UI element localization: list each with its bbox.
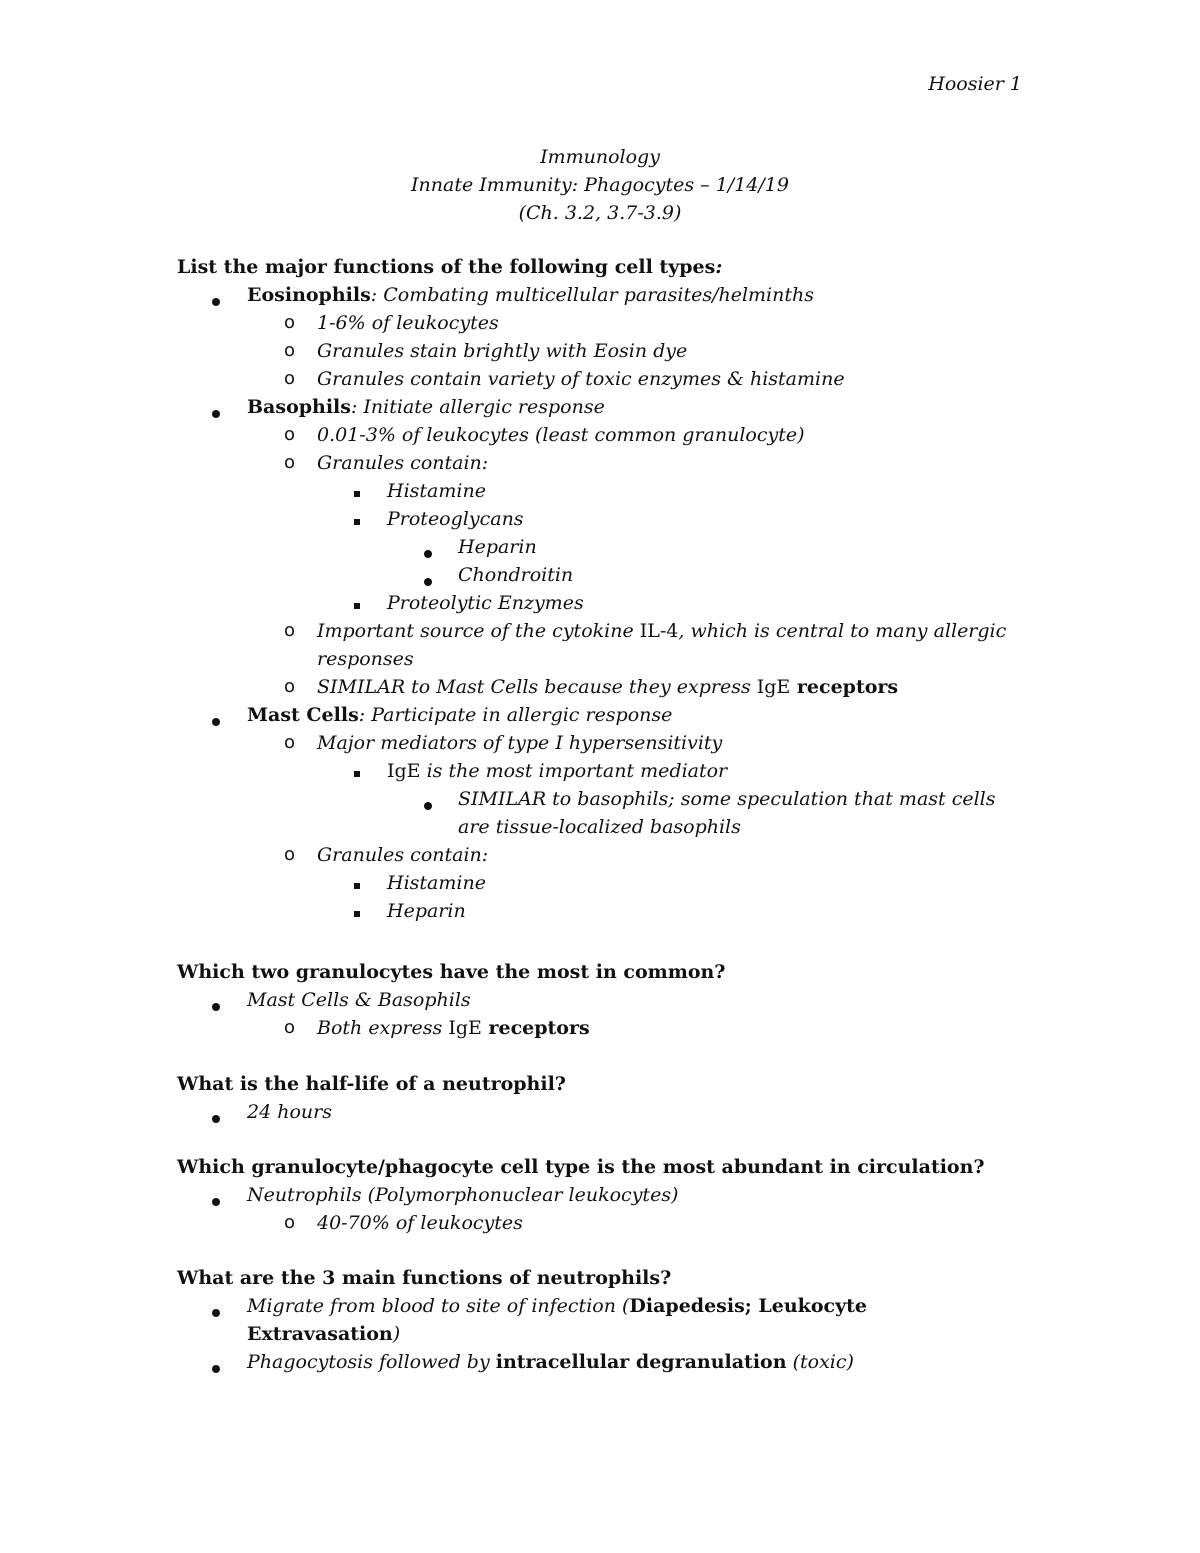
page-header-label: Hoosier 1: [928, 73, 1022, 95]
bullet-icon: [212, 1348, 220, 1376]
list-item: Heparin: [177, 533, 1077, 561]
list-item: Histamine: [177, 477, 1077, 505]
square-bullet-icon: [354, 869, 360, 897]
list-item: o Granules contain:: [177, 841, 1077, 869]
square-bullet-icon: [354, 589, 360, 617]
list-item: Phagocytosis followed by intracellular degranulation (toxic): [177, 1348, 1077, 1376]
list-item: Proteoglycans: [177, 505, 1077, 533]
list-item: o 40-70% of leukocytes: [177, 1209, 1077, 1237]
list-item-continuation: are tissue-localized basophils: [458, 816, 741, 838]
circle-bullet-icon: o: [284, 452, 296, 473]
list-item: Heparin: [177, 897, 1077, 925]
list-item-mast-cells: Mast Cells: Participate in allergic response: [177, 701, 1077, 729]
circle-bullet-icon: o: [284, 732, 296, 753]
question-heading: What is the half-life of a neutrophil?: [177, 1073, 566, 1095]
bullet-icon: [212, 701, 220, 729]
list-item: o Important source of the cytokine IL-4, which is central to many allergic: [177, 617, 1077, 645]
circle-bullet-icon: o: [284, 368, 296, 389]
list-item: o 0.01-3% of leukocytes (least common granulocyte): [177, 421, 1077, 449]
list-item: o Major mediators of type I hypersensitivity: [177, 729, 1077, 757]
circle-bullet-icon: o: [284, 676, 296, 697]
list-item-continuation: responses: [317, 648, 414, 670]
square-bullet-icon: [354, 897, 360, 925]
list-item: o Both express IgE receptors: [177, 1014, 1077, 1042]
list-item-eosinophils: Eosinophils: Combating multicellular parasites/helminths: [177, 281, 1077, 309]
section-neutrophil-functions: [177, 1264, 1077, 1376]
list-item: Histamine: [177, 869, 1077, 897]
section-most-abundant: [177, 1153, 1077, 1237]
list-item: o Granules contain variety of toxic enzymes & histamine: [177, 365, 1077, 393]
square-bullet-icon: [354, 757, 360, 785]
section-common-granulocytes: [177, 958, 1077, 1042]
circle-bullet-icon: o: [284, 424, 296, 445]
circle-bullet-icon: o: [284, 1212, 296, 1233]
list-item: Proteolytic Enzymes: [177, 589, 1077, 617]
bullet-icon: [212, 281, 220, 309]
bullet-icon: [424, 561, 432, 589]
bullet-icon: [212, 986, 220, 1014]
chapter-reference: (Ch. 3.2, 3.7-3.9): [518, 202, 682, 224]
list-item: Neutrophils (Polymorphonuclear leukocytes): [177, 1181, 1077, 1209]
list-item: o 1-6% of leukocytes: [177, 309, 1077, 337]
bullet-icon: [212, 1292, 220, 1320]
list-item: 24 hours: [177, 1098, 1077, 1126]
list-item-basophils: Basophils: Initiate allergic response: [177, 393, 1077, 421]
circle-bullet-icon: o: [284, 312, 296, 333]
square-bullet-icon: [354, 505, 360, 533]
title-block: [0, 143, 1200, 227]
list-item: Chondroitin: [177, 561, 1077, 589]
bullet-icon: [212, 1098, 220, 1126]
list-item: o Granules contain:: [177, 449, 1077, 477]
square-bullet-icon: [354, 477, 360, 505]
list-item-continuation: Extravasation): [247, 1323, 401, 1345]
list-item: Migrate from blood to site of infection (Diapedesis; Leukocyte: [177, 1292, 1077, 1320]
lecture-title: Innate Immunity: Phagocytes – 1/14/19: [411, 174, 789, 196]
bullet-icon: [424, 533, 432, 561]
question-heading: What are the 3 main functions of neutrophils?: [177, 1267, 672, 1289]
circle-bullet-icon: o: [284, 844, 296, 865]
course-title: Immunology: [540, 146, 660, 168]
question-heading: Which two granulocytes have the most in common?: [177, 961, 726, 983]
list-item: IgE is the most important mediator: [177, 757, 1077, 785]
bullet-icon: [424, 785, 432, 813]
question-heading: Which granulocyte/phagocyte cell type is the most abundant in circulation?: [177, 1156, 985, 1178]
list-item: SIMILAR to basophils; some speculation that mast cells: [177, 785, 1077, 813]
section-half-life: [177, 1070, 1077, 1126]
bullet-icon: [212, 393, 220, 421]
list-item: o Granules stain brightly with Eosin dye: [177, 337, 1077, 365]
circle-bullet-icon: o: [284, 620, 296, 641]
circle-bullet-icon: o: [284, 1017, 296, 1038]
bullet-icon: [212, 1181, 220, 1209]
list-item: o SIMILAR to Mast Cells because they express IgE receptors: [177, 673, 1077, 701]
section-cell-functions: [177, 253, 1077, 925]
circle-bullet-icon: o: [284, 340, 296, 361]
list-item: Mast Cells & Basophils: [177, 986, 1077, 1014]
question-heading: List the major functions of the following cell types:: [177, 256, 723, 278]
